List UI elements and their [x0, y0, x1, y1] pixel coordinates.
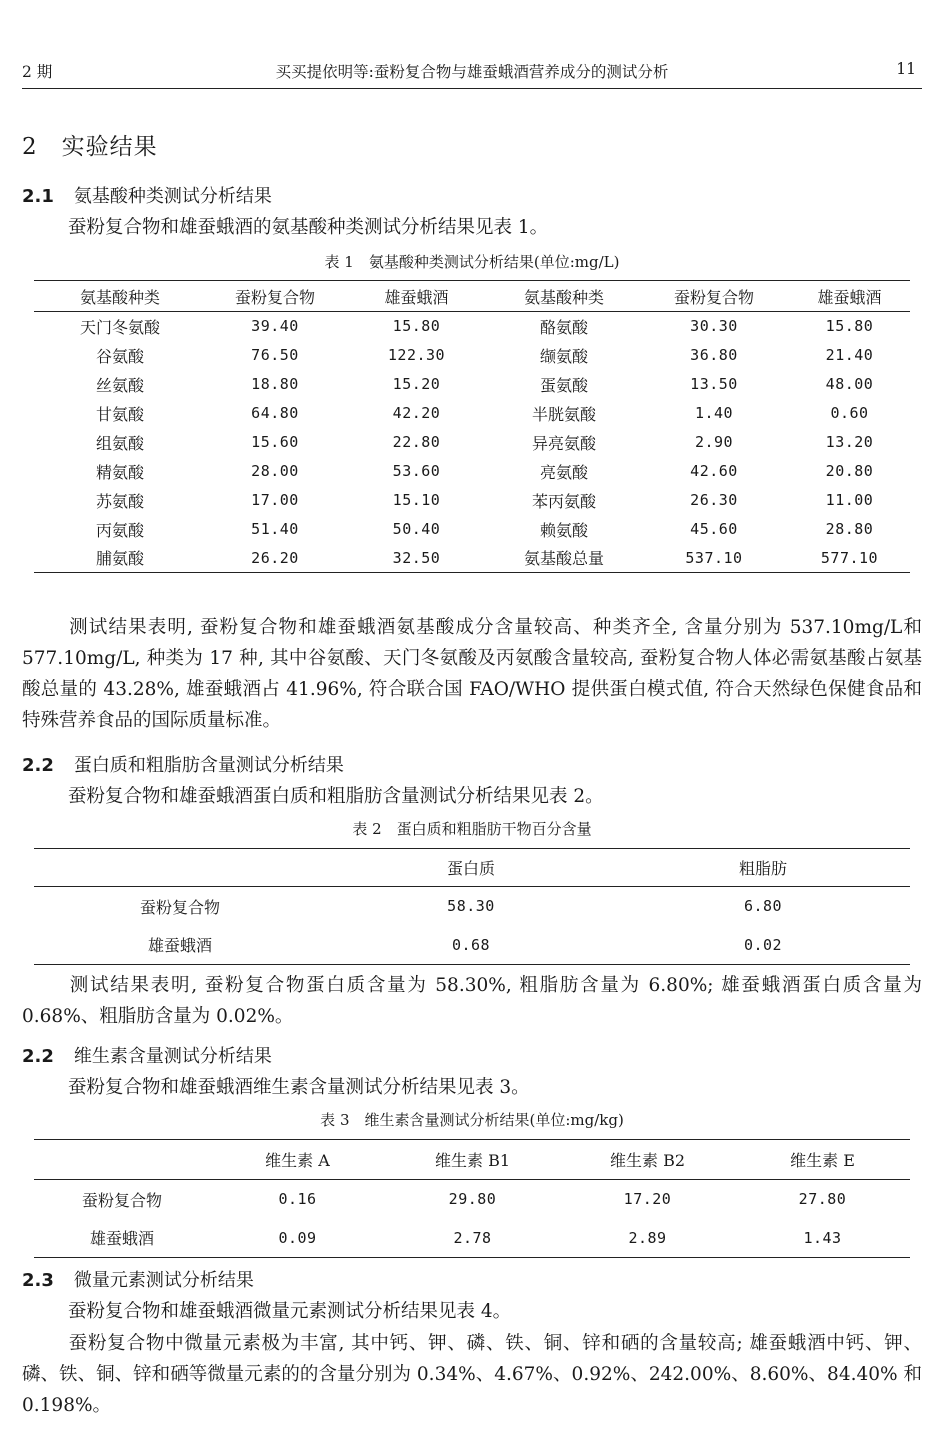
table-cell: 537.10 [685, 548, 743, 567]
table-cell: 26.20 [251, 548, 299, 567]
issue-number: 2 期 [22, 63, 53, 81]
table1-intro [22, 212, 922, 243]
subsection-title: 氨基酸种类测试分析结果 [73, 186, 272, 207]
table-row [34, 515, 910, 544]
table-cell: 32.50 [392, 548, 441, 567]
table-row [34, 544, 910, 573]
amino-acid-name: 蛋氨酸 [539, 375, 588, 395]
column-header: 粗脂肪 [738, 859, 787, 878]
table-cell: 0.68 [451, 935, 491, 954]
table-row [34, 926, 910, 965]
row-label: 蚕粉复合物 [139, 897, 220, 917]
protein-fat-results-paragraph [22, 970, 922, 1032]
running-title: 买买提依明等:蚕粉复合物与雄蚕蛾酒营养成分的测试分析 [275, 63, 669, 81]
table-row [34, 370, 910, 399]
subsection-title: 蛋白质和粗脂肪含量测试分析结果 [73, 755, 344, 776]
table-cell: 2.89 [628, 1228, 667, 1247]
table-cell: 64.80 [251, 404, 299, 422]
paragraph-text: 测试结果表明, 蚕粉复合物和雄蚕蛾酒氨基酸成分含量较高、种类齐全, 含量分别为 537.10mg/L和 577.10mg/L, 种类为 17 种, 其中谷氨酸、天门冬氨酸及丙氨酸含量较高, 蚕粉复合物人体必需氨基酸占氨基酸总量的 43.28%, 雄蚕蛾酒占 41.96%, 符合联合国 FAO/WHO 提供蛋白模式值, 符合天然绿色保健食品和特殊营养食品的国际质量标准。 [22, 617, 922, 731]
section-heading: 2 实验结果 [22, 134, 158, 160]
table-row [34, 341, 910, 370]
table2-caption: 表 2 蛋白质和粗脂肪干物百分含量 [352, 820, 592, 838]
table-cell: 30.30 [690, 317, 738, 336]
amino-acid-name: 氨基酸总量 [523, 549, 604, 569]
amino-acid-name: 组氨酸 [95, 433, 144, 453]
table-cell: 0.60 [830, 404, 869, 422]
table1-caption: 表 1 氨基酸种类测试分析结果(单位:mg/L) [324, 253, 620, 271]
paragraph-text: 测试结果表明, 蚕粉复合物蛋白质含量为 58.30%, 粗脂肪含量为 6.80%; 雄蚕蛾酒蛋白质含量为 0.68%、粗脂肪含量为 0.02%。 [22, 975, 922, 1027]
table-cell: 48.00 [825, 375, 874, 393]
paragraph-text: 蚕粉复合物和雄蚕蛾酒微量元素测试分析结果见表 4。 [68, 1301, 512, 1322]
table-cell: 11.00 [825, 491, 874, 509]
column-header: 维生素 B2 [609, 1151, 686, 1170]
column-header: 维生素 A [265, 1151, 330, 1170]
table-cell: 2.78 [453, 1228, 492, 1247]
table-cell: 50.40 [392, 520, 441, 538]
table-cell: 2.90 [694, 433, 734, 451]
amino-acid-name: 酪氨酸 [539, 317, 588, 337]
running-header [22, 58, 922, 89]
table-cell: 20.80 [825, 462, 874, 480]
table-cell: 42.20 [392, 404, 441, 422]
table-row [34, 1180, 910, 1219]
amino-acid-name: 脯氨酸 [95, 549, 144, 569]
row-label: 雄蚕蛾酒 [147, 936, 212, 956]
amino-acid-table [34, 280, 910, 573]
table-cell: 28.00 [251, 462, 299, 480]
paragraph-text: 蚕粉复合物和雄蚕蛾酒蛋白质和粗脂肪含量测试分析结果见表 2。 [68, 786, 604, 807]
table-cell: 42.60 [690, 462, 738, 480]
subsection-number: 2.2 [22, 755, 54, 776]
page-number: 11 [896, 60, 916, 78]
paragraph-text: 蚕粉复合物和雄蚕蛾酒的氨基酸种类测试分析结果见表 1。 [68, 217, 549, 238]
table-cell: 15.60 [251, 433, 299, 451]
column-header [34, 849, 326, 887]
subsection-vitamin-heading [22, 1042, 272, 1068]
table-cell: 0.09 [278, 1228, 317, 1247]
amino-acid-name: 丙氨酸 [95, 520, 144, 540]
table-cell: 13.50 [690, 375, 738, 393]
column-header: 蛋白质 [446, 859, 495, 878]
table-row [34, 428, 910, 457]
table-cell: 18.80 [251, 375, 299, 393]
table-cell: 27.80 [798, 1190, 847, 1209]
row-label: 雄蚕蛾酒 [89, 1229, 154, 1249]
paragraph-text: 蚕粉复合物中微量元素极为丰富, 其中钙、钾、磷、铁、铜、锌和硒的含量较高; 雄蚕蛾酒中钙、钾、磷、铁、铜、锌和硒等微量元素的的含量分别为 0.34%、4.67%、0.92%、242.00%、8.60%、84.40% 和 0.198%。 [22, 1333, 922, 1416]
table-cell: 45.60 [690, 520, 738, 538]
table-cell: 51.40 [251, 520, 299, 538]
table-cell: 36.80 [690, 346, 738, 364]
table-cell: 6.80 [743, 897, 783, 916]
table2-intro [22, 781, 922, 812]
column-header: 氨基酸种类 [79, 287, 160, 307]
column-header: 雄蚕蛾酒 [384, 287, 449, 307]
amino-acid-name: 异亮氨酸 [531, 433, 596, 453]
table-cell: 26.30 [690, 491, 738, 509]
table-header-row [34, 1140, 910, 1180]
amino-acid-results-paragraph [22, 612, 922, 736]
subsection-number: 2.2 [22, 1046, 54, 1067]
table4-intro [22, 1296, 922, 1327]
subsection-title: 微量元素测试分析结果 [73, 1270, 254, 1291]
table-cell: 21.40 [825, 346, 874, 364]
amino-acid-name: 亮氨酸 [539, 462, 588, 482]
table-cell: 15.80 [825, 317, 874, 336]
table-row [34, 312, 910, 341]
table-cell: 17.00 [251, 491, 299, 509]
table-cell: 1.40 [694, 404, 734, 422]
paragraph-text: 蚕粉复合物和雄蚕蛾酒维生素含量测试分析结果见表 3。 [68, 1077, 530, 1098]
table-cell: 29.80 [448, 1190, 497, 1209]
amino-acid-name: 苏氨酸 [95, 491, 144, 511]
table-cell: 76.50 [251, 346, 299, 364]
table-header-row [34, 281, 910, 312]
subsection-2-2-heading [22, 751, 344, 777]
table-cell: 22.80 [392, 433, 441, 451]
column-header: 维生素 B1 [434, 1151, 511, 1170]
table-cell: 28.80 [825, 520, 874, 538]
column-header: 氨基酸种类 [523, 287, 604, 307]
amino-acid-name: 赖氨酸 [539, 520, 588, 540]
table-cell: 0.02 [743, 935, 783, 954]
table-row [34, 399, 910, 428]
amino-acid-name: 谷氨酸 [95, 346, 144, 366]
table-row [34, 486, 910, 515]
table-header-row [34, 849, 910, 887]
amino-acid-name: 丝氨酸 [95, 375, 144, 395]
table-cell: 53.60 [392, 462, 441, 480]
column-header: 维生素 E [790, 1151, 855, 1170]
table3-caption: 表 3 维生素含量测试分析结果(单位:mg/kg) [320, 1111, 624, 1129]
table-cell: 13.20 [825, 433, 874, 451]
table-cell: 577.10 [820, 548, 879, 567]
subsection-number: 2.1 [22, 186, 54, 207]
amino-acid-name: 甘氨酸 [95, 404, 144, 424]
subsection-title: 维生素含量测试分析结果 [73, 1046, 272, 1067]
amino-acid-name: 缬氨酸 [539, 346, 588, 366]
amino-acid-name: 半胱氨酸 [531, 404, 596, 424]
subsection-2-3-heading [22, 1266, 254, 1292]
table3-intro [22, 1072, 922, 1103]
column-header: 蚕粉复合物 [673, 287, 754, 307]
column-header: 蚕粉复合物 [234, 287, 315, 307]
table-row [34, 887, 910, 926]
subsection-number: 2.3 [22, 1270, 54, 1291]
table-cell: 15.80 [392, 317, 441, 336]
table-cell: 1.43 [803, 1228, 842, 1247]
row-label: 蚕粉复合物 [81, 1190, 162, 1210]
protein-fat-table [34, 848, 910, 965]
table-cell: 17.20 [623, 1190, 672, 1209]
table-cell: 15.20 [392, 375, 441, 393]
table-cell: 39.40 [251, 317, 299, 336]
amino-acid-name: 天门冬氨酸 [79, 317, 160, 337]
table-cell: 122.30 [387, 346, 446, 364]
table-row [34, 457, 910, 486]
subsection-2-1-heading [22, 182, 272, 208]
table-row [34, 1219, 910, 1258]
trace-element-paragraph [22, 1328, 922, 1421]
column-header: 雄蚕蛾酒 [817, 287, 882, 307]
amino-acid-name: 苯丙氨酸 [531, 491, 596, 511]
table-cell: 0.16 [278, 1190, 317, 1209]
table-cell: 15.10 [392, 491, 441, 509]
vitamin-table [34, 1139, 910, 1258]
column-header [34, 1140, 210, 1180]
amino-acid-name: 精氨酸 [95, 462, 144, 482]
table-cell: 58.30 [447, 897, 495, 916]
